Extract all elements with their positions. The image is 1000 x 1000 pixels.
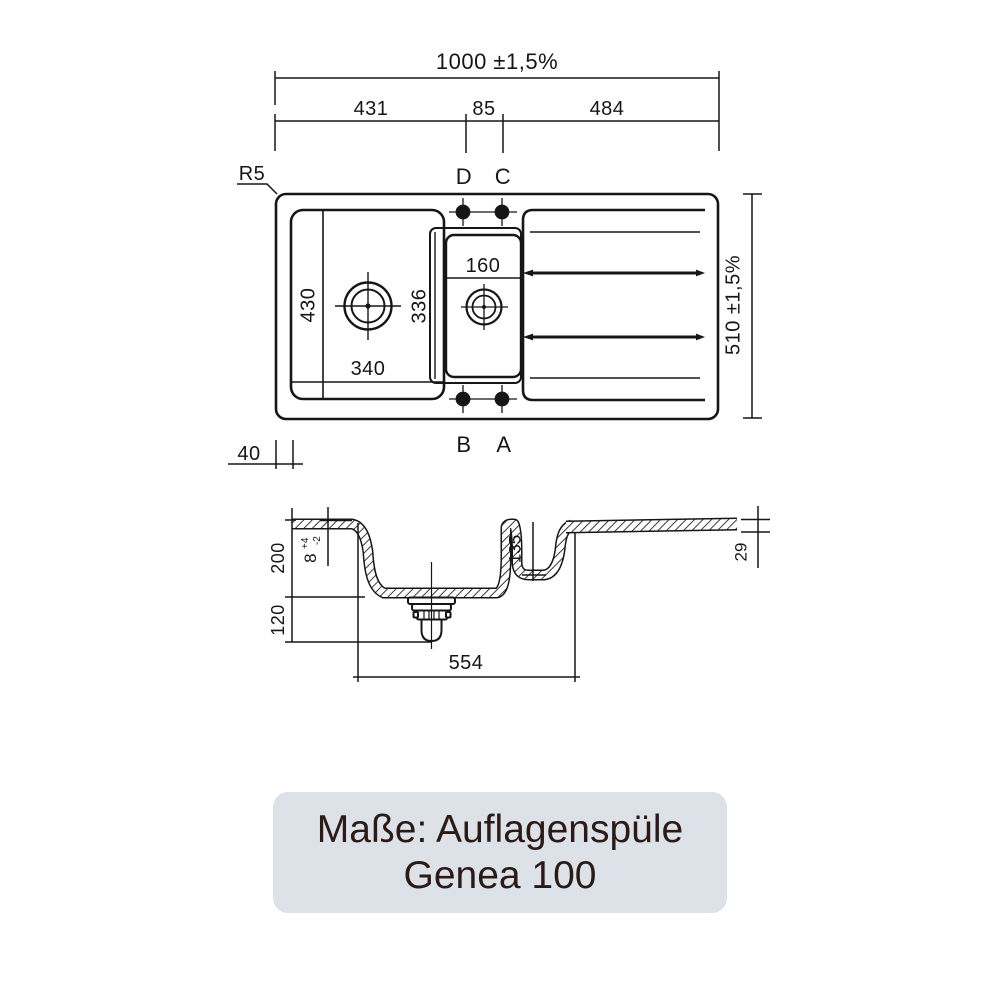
drainer-groove-1	[523, 270, 705, 277]
segment-dimension	[275, 114, 719, 153]
drainer-area	[523, 210, 705, 400]
hole-d	[456, 205, 471, 220]
caption-line2: Genea 100	[403, 853, 597, 897]
dim-drainer-edge: 29	[731, 542, 751, 562]
dim-bowl-length: 430	[297, 287, 320, 323]
top-view	[228, 49, 762, 469]
section-view	[268, 506, 770, 682]
dim-drain-height: 120	[267, 604, 288, 636]
label-hole-c: C	[494, 164, 512, 189]
hole-c	[495, 205, 510, 220]
dim-bowl-depth: 200	[267, 542, 288, 574]
hole-a	[495, 392, 510, 407]
corner-radius-leader	[237, 184, 277, 194]
small-drain-symbol	[461, 284, 508, 330]
overall-depth-dimension	[743, 194, 762, 418]
dim-edge-offset: 40	[237, 443, 261, 465]
main-drain-symbol	[335, 272, 401, 340]
drain-fitting	[408, 562, 455, 649]
dim-small-bowl-depth: 135	[505, 534, 525, 564]
dim-overall-width: 1000 ±1,5%	[435, 49, 559, 74]
dim-module-length: 336	[408, 288, 431, 324]
drainer-groove-2	[523, 334, 705, 341]
label-hole-a: A	[496, 432, 512, 457]
dim-overall-depth: 510 ±1,5%	[722, 255, 745, 355]
section-dimensions	[285, 506, 770, 682]
hole-b	[456, 392, 471, 407]
section-drainer-band-hatch	[566, 524, 737, 527]
dim-segment-right: 484	[589, 98, 625, 120]
label-corner-radius: R5	[238, 163, 266, 185]
label-hole-d: D	[455, 164, 473, 189]
label-hole-b: B	[456, 432, 472, 457]
dim-segment-left: 431	[353, 98, 389, 120]
dim-segment-middle: 85	[472, 98, 496, 120]
dim-rim-thickness: 8 $^{+4}$ -2	[299, 536, 323, 563]
dim-bowl-outer-width: 554	[448, 652, 484, 674]
overall-width-dimension	[275, 71, 719, 151]
dim-small-bowl-width: 160	[465, 255, 501, 277]
caption-box	[273, 792, 727, 913]
caption-line1: Maße: Auflagenspüle	[316, 808, 684, 852]
dim-bowl-width: 340	[350, 358, 386, 380]
